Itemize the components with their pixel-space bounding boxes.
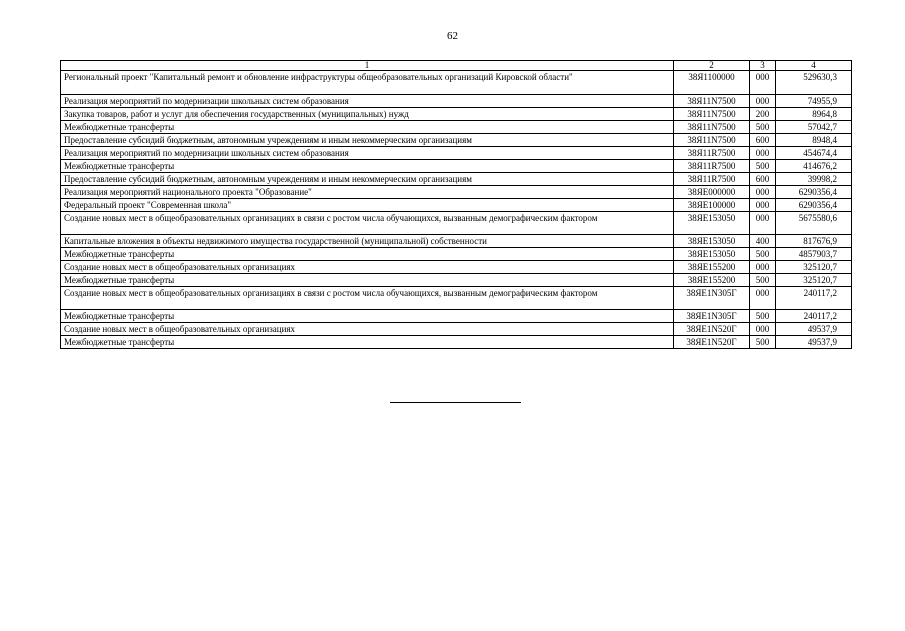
row-type-cell: 400	[750, 235, 776, 248]
row-code-cell: 38Я11N7500	[674, 134, 750, 147]
row-name-cell: Капитальные вложения в объекты недвижимого имущества государственной (муниципальной) собственности	[61, 235, 674, 248]
row-name-cell: Межбюджетные трансферты	[61, 121, 674, 134]
row-type-cell: 600	[750, 134, 776, 147]
row-name-cell: Межбюджетные трансферты	[61, 336, 674, 349]
table-row	[61, 173, 852, 186]
row-code-cell: 38Я11N7500	[674, 95, 750, 108]
row-amount-cell: 57042,7	[776, 121, 852, 134]
row-amount-cell: 6290356,4	[776, 199, 852, 212]
row-type-cell: 000	[750, 186, 776, 199]
row-code-cell: 38Я11N7500	[674, 108, 750, 121]
table-row	[61, 261, 852, 274]
table-row	[61, 274, 852, 287]
table-row	[61, 310, 852, 323]
table-row	[61, 287, 852, 310]
row-code-cell: 38ЯЕ153050	[674, 235, 750, 248]
row-name-cell: Реализация мероприятий по модернизации школьных систем образования	[61, 147, 674, 160]
table-body	[61, 71, 852, 349]
row-type-cell: 500	[750, 274, 776, 287]
row-amount-cell: 39998,2	[776, 173, 852, 186]
table-row	[61, 134, 852, 147]
table-row	[61, 121, 852, 134]
row-name-cell: Межбюджетные трансферты	[61, 310, 674, 323]
row-code-cell: 38Я11N7500	[674, 121, 750, 134]
row-type-cell: 500	[750, 160, 776, 173]
row-code-cell: 38ЯЕ1N305Г	[674, 287, 750, 310]
table-row	[61, 95, 852, 108]
separator-line	[390, 402, 521, 403]
row-type-cell: 500	[750, 310, 776, 323]
row-name-cell: Межбюджетные трансферты	[61, 274, 674, 287]
row-name-cell: Создание новых мест в общеобразовательных организациях в связи с ростом числа обучающихся, вызванным демографическим фактором	[61, 212, 674, 235]
row-type-cell: 000	[750, 323, 776, 336]
row-type-cell: 000	[750, 71, 776, 95]
table-row	[61, 199, 852, 212]
budget-table	[60, 60, 852, 349]
table-row	[61, 186, 852, 199]
table-row	[61, 212, 852, 235]
row-name-cell: Создание новых мест в общеобразовательных организациях	[61, 261, 674, 274]
row-code-cell: 38ЯЕ153050	[674, 248, 750, 261]
row-type-cell: 500	[750, 248, 776, 261]
row-amount-cell: 325120,7	[776, 261, 852, 274]
row-name-cell: Федеральный проект "Современная школа"	[61, 199, 674, 212]
row-type-cell: 000	[750, 287, 776, 310]
row-code-cell: 38Я11R7500	[674, 147, 750, 160]
table-row	[61, 235, 852, 248]
page-number: 62	[447, 30, 458, 42]
row-type-cell: 500	[750, 336, 776, 349]
table-row	[61, 248, 852, 261]
header-col-2: 2	[674, 61, 750, 71]
row-amount-cell: 6290356,4	[776, 186, 852, 199]
row-amount-cell: 4857903,7	[776, 248, 852, 261]
row-name-cell: Межбюджетные трансферты	[61, 248, 674, 261]
row-name-cell: Региональный проект "Капитальный ремонт и обновление инфраструктуры общеобразовательных организаций Кировской области"	[61, 71, 674, 95]
row-code-cell: 38ЯЕ155200	[674, 261, 750, 274]
row-code-cell: 38Я11R7500	[674, 173, 750, 186]
table-row	[61, 323, 852, 336]
table-row	[61, 71, 852, 95]
row-name-cell: Предоставление субсидий бюджетным, автономным учреждениям и иным некоммерческим организациям	[61, 134, 674, 147]
table-row	[61, 160, 852, 173]
row-type-cell: 000	[750, 212, 776, 235]
header-col-1: 1	[61, 61, 674, 71]
table-row	[61, 336, 852, 349]
header-col-4: 4	[776, 61, 852, 71]
row-amount-cell: 817676,9	[776, 235, 852, 248]
row-amount-cell: 74955,9	[776, 95, 852, 108]
row-code-cell: 38ЯЕ1N520Г	[674, 323, 750, 336]
row-code-cell: 38ЯЕ000000	[674, 186, 750, 199]
row-amount-cell: 5675580,6	[776, 212, 852, 235]
row-code-cell: 38ЯЕ100000	[674, 199, 750, 212]
row-code-cell: 38ЯЕ155200	[674, 274, 750, 287]
row-amount-cell: 325120,7	[776, 274, 852, 287]
row-type-cell: 000	[750, 147, 776, 160]
row-amount-cell: 8964,8	[776, 108, 852, 121]
row-amount-cell: 49537,9	[776, 323, 852, 336]
row-amount-cell: 414676,2	[776, 160, 852, 173]
row-amount-cell: 240117,2	[776, 310, 852, 323]
row-code-cell: 38ЯЕ1N520Г	[674, 336, 750, 349]
row-name-cell: Создание новых мест в общеобразовательных организациях	[61, 323, 674, 336]
table-row	[61, 108, 852, 121]
row-type-cell: 000	[750, 95, 776, 108]
row-code-cell: 38Я11R7500	[674, 160, 750, 173]
header-row	[61, 61, 852, 71]
header-col-3: 3	[750, 61, 776, 71]
row-amount-cell: 49537,9	[776, 336, 852, 349]
row-amount-cell: 240117,2	[776, 287, 852, 310]
row-type-cell: 500	[750, 121, 776, 134]
row-type-cell: 200	[750, 108, 776, 121]
row-name-cell: Создание новых мест в общеобразовательных организациях в связи с ростом числа обучающихся, вызванным демографическим фактором	[61, 287, 674, 310]
row-type-cell: 000	[750, 261, 776, 274]
row-name-cell: Межбюджетные трансферты	[61, 160, 674, 173]
table-header	[61, 61, 852, 71]
row-type-cell: 000	[750, 199, 776, 212]
row-amount-cell: 529630,3	[776, 71, 852, 95]
row-name-cell: Реализация мероприятий по модернизации школьных систем образования	[61, 95, 674, 108]
row-name-cell: Реализация мероприятий национального проекта "Образование"	[61, 186, 674, 199]
table-row	[61, 147, 852, 160]
row-amount-cell: 454674,4	[776, 147, 852, 160]
row-amount-cell: 8948,4	[776, 134, 852, 147]
row-name-cell: Закупка товаров, работ и услуг для обеспечения государственных (муниципальных) нужд	[61, 108, 674, 121]
row-code-cell: 38Я1100000	[674, 71, 750, 95]
row-name-cell: Предоставление субсидий бюджетным, автономным учреждениям и иным некоммерческим организациям	[61, 173, 674, 186]
row-code-cell: 38ЯЕ1N305Г	[674, 310, 750, 323]
row-type-cell: 600	[750, 173, 776, 186]
row-code-cell: 38ЯЕ153050	[674, 212, 750, 235]
